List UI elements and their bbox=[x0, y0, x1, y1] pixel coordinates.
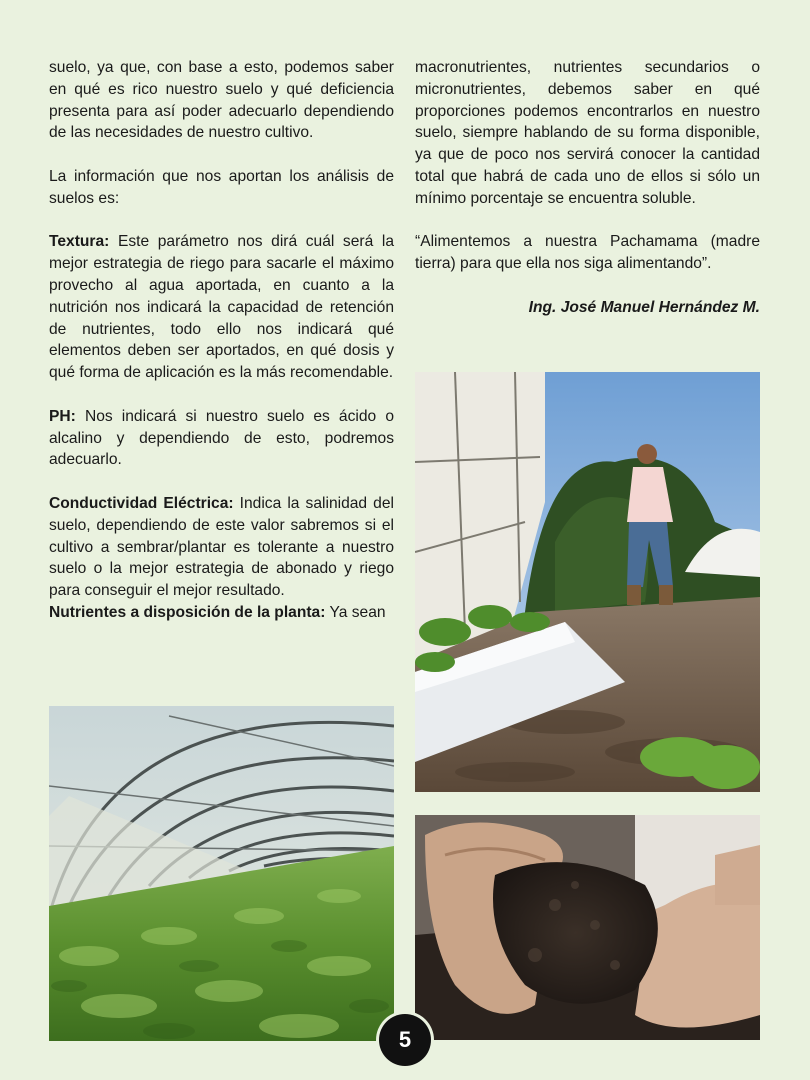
texture-text: Este parámetro nos dirá cuál será la mejor estrategia de riego para sacarle el máximo provecho al agua aportada, en cuanto a la nutrición nos indicará la capacidad de retención de nutrientes, todo ello nos indicará qué elementos deben ser aportados, en qué dosis y qué forma de aplicación es la más recomendable. bbox=[49, 233, 394, 382]
conductivity-label: Conductividad Eléctrica: bbox=[49, 494, 234, 512]
texture-label: Textura: bbox=[49, 233, 110, 251]
hands-holding-soil-photo bbox=[415, 815, 760, 1040]
closing-quote: “Alimentemos a nuestra Pachamama (madre tierra) para que ella nos siga alimentando”. bbox=[415, 233, 760, 273]
nutrients-label: Nutrientes a disposición de la planta: bbox=[49, 603, 326, 621]
farmer-greenhouse-field-photo bbox=[415, 372, 760, 792]
right-text-column bbox=[415, 57, 760, 340]
soil-analysis-intro: La información que nos aportan los análisis de suelos es: bbox=[49, 167, 394, 207]
page-number: 5 bbox=[398, 1027, 412, 1052]
ph-text: Nos indicará si nuestro suelo es ácido o alcalino y dependiendo de esto, podremos adecuarlo. bbox=[49, 407, 394, 469]
conductivity-paragraph bbox=[49, 493, 394, 602]
nutrients-paragraph bbox=[49, 602, 394, 624]
conductivity-text: Indica la salinidad del suelo, dependiendo de este valor sabremos si el cultivo a sembrar/plantar es tolerante a nuestro suelo o la mejor estrategia de abonado y riego para conseguir el mejor resultado. bbox=[49, 494, 394, 600]
greenhouse-lettuce-photo bbox=[49, 706, 394, 1041]
ph-label: PH: bbox=[49, 407, 76, 425]
nutrients-continued-paragraph: macronutrientes, nutrientes secundarios o micronutrientes, debemos saber en qué proporciones podemos encontrarlos en nuestro suelo, siempre hablando de su forma disponible, ya que de poco nos servirá conocer la cantidad total que habrá de cada uno de ellos si sólo un mínimo porcentaje se encuentra soluble. bbox=[415, 59, 760, 207]
intro-paragraph: suelo, ya que, con base a esto, podemos saber en qué es rico nuestro suelo y qué deficiencia presenta para así poder adecuarlo dependiendo de las necesidades de nuestro cultivo. bbox=[49, 59, 394, 142]
texture-paragraph bbox=[49, 231, 394, 384]
left-text-column bbox=[49, 57, 394, 624]
author-signature: Ing. José Manuel Hernández M. bbox=[528, 298, 760, 316]
page-number-badge bbox=[379, 1014, 431, 1066]
ph-paragraph bbox=[49, 406, 394, 471]
nutrients-text: Ya sean bbox=[325, 603, 386, 621]
